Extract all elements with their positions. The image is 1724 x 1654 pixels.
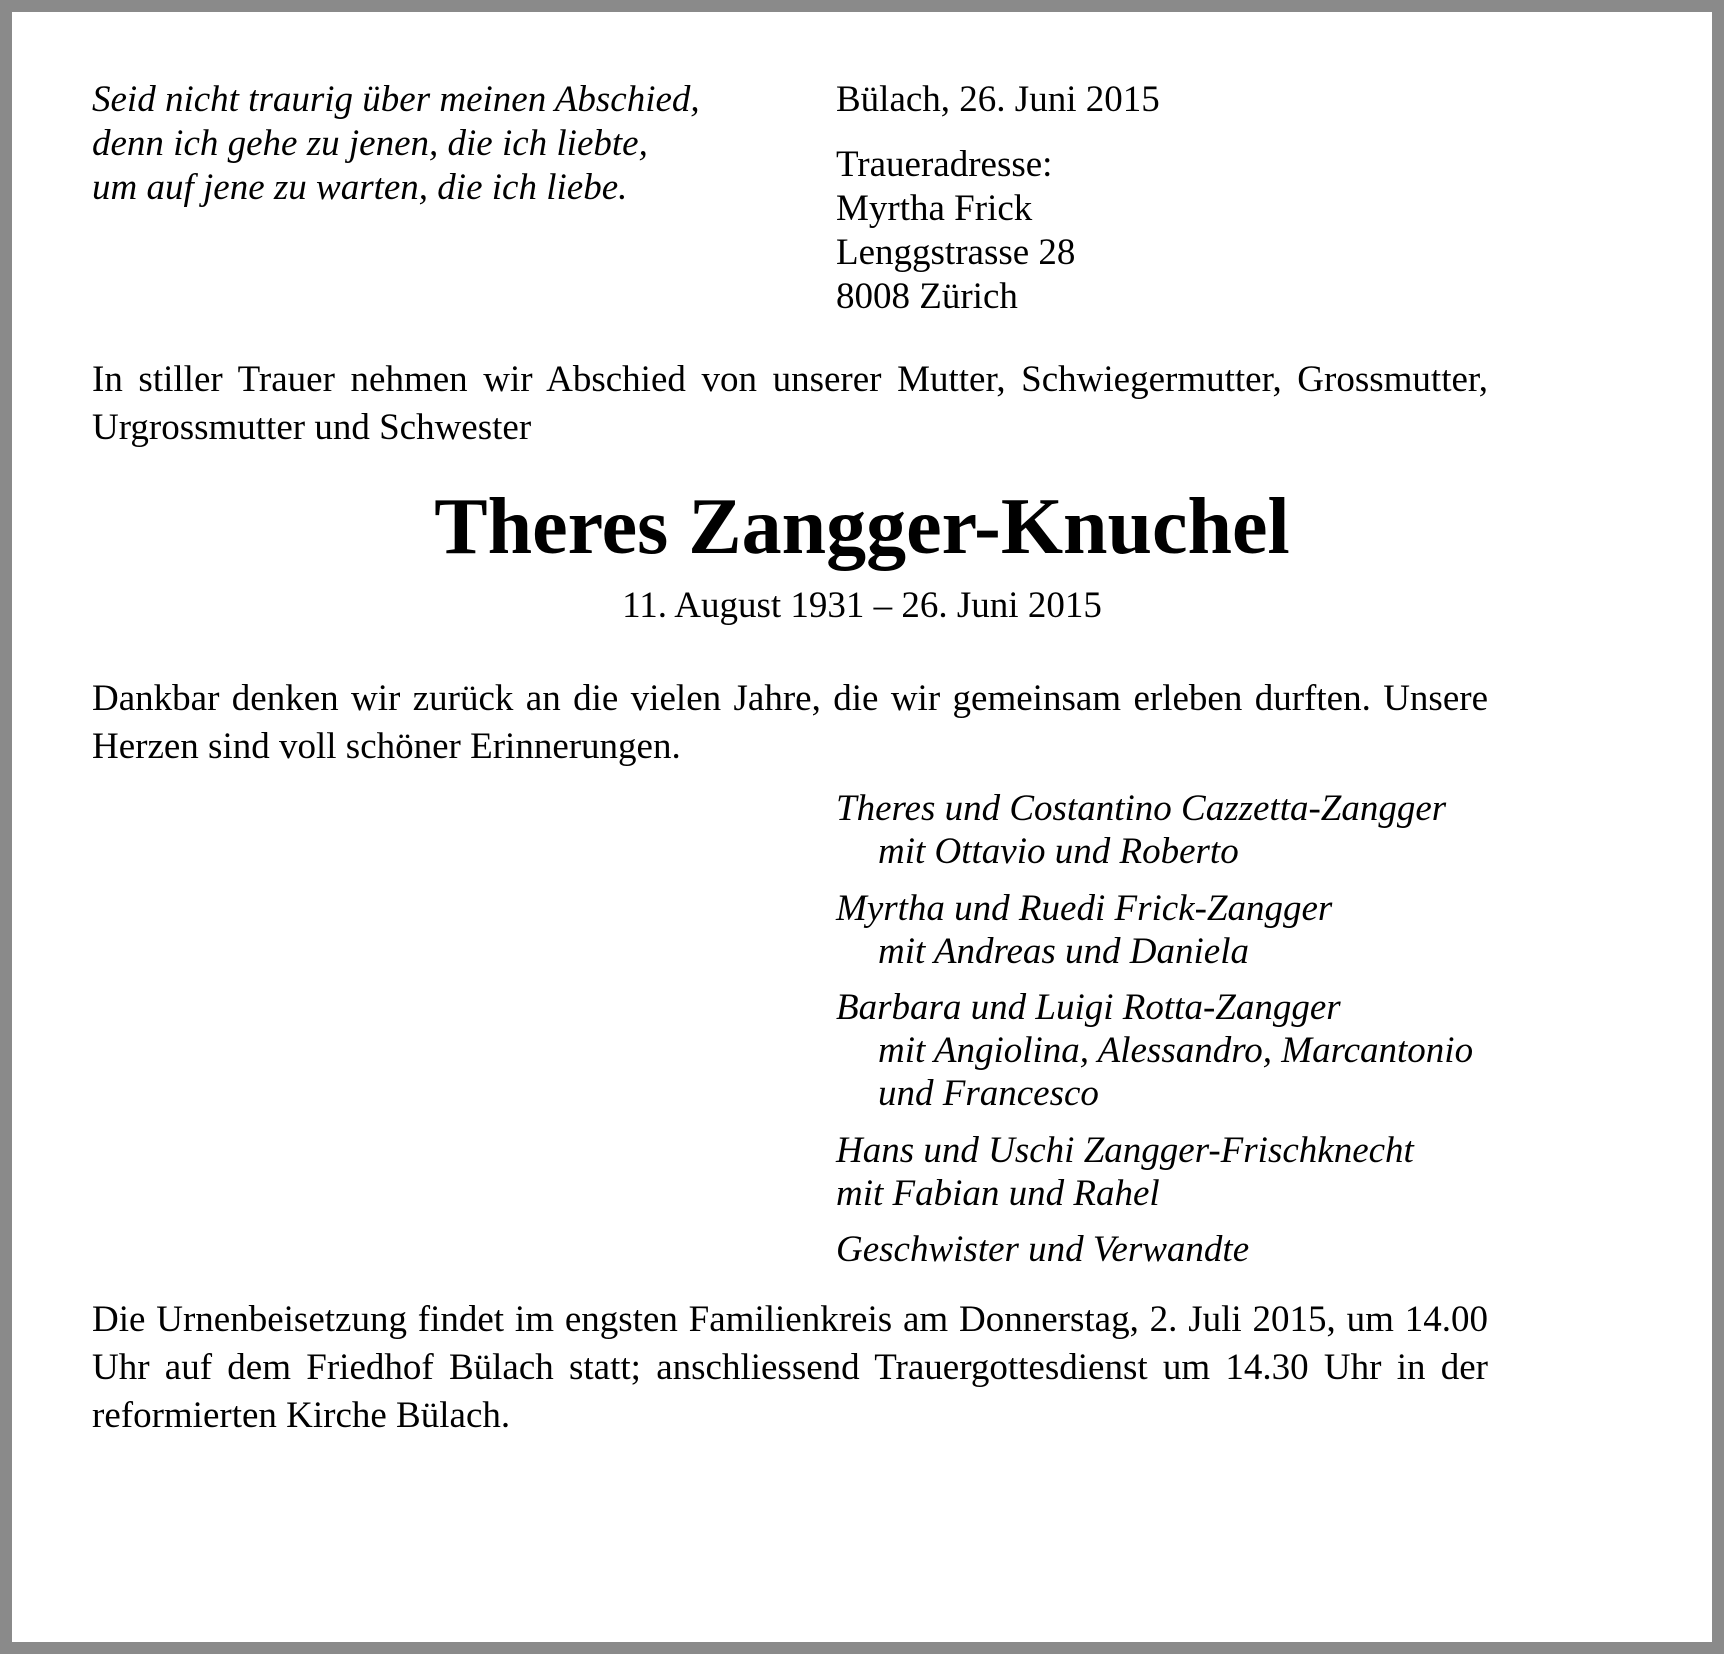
obituary-notice <box>12 12 1712 1642</box>
address-label: Traueradresse: <box>836 144 1053 185</box>
family-entry-line: Geschwister und Verwandte <box>836 1229 1250 1270</box>
family-entry-line: mit Ottavio und Roberto <box>878 831 1239 872</box>
motto-line-1: Seid nicht traurig über meinen Abschied, <box>92 79 700 120</box>
address-street: Lenggstrasse 28 <box>836 232 1076 273</box>
place-date: Bülach, 26. Juni 2015 <box>836 79 1160 120</box>
motto-line-2: denn ich gehe zu jenen, die ich liebte, <box>92 123 648 164</box>
address-city: 8008 Zürich <box>836 276 1018 317</box>
deceased-dates: 11. August 1931 – 26. Juni 2015 <box>622 585 1102 626</box>
family-entry-line: mit Andreas und Daniela <box>878 931 1250 972</box>
gratitude-text: Dankbar denken wir zurück an die vielen Jahre, die wir gemeinsam erleben durften. Unsere Herzen sind voll schöner Erinnerungen. <box>92 678 1488 767</box>
family-entry-line: und Francesco <box>878 1073 1099 1114</box>
family-entry-line: Myrtha und Ruedi Frick-Zangger <box>836 888 1333 929</box>
family-entry-line: Hans und Uschi Zangger-Frischknecht <box>836 1130 1414 1171</box>
deceased-name: Theres Zangger-Knuchel <box>434 483 1290 571</box>
family-entry-line: Theres und Costantino Cazzetta-Zangger <box>836 788 1447 829</box>
motto-line-3: um auf jene zu warten, die ich liebe. <box>92 167 628 208</box>
family-entry-line: mit Fabian und Rahel <box>836 1173 1160 1214</box>
family-entry-line: Barbara und Luigi Rotta-Zangger <box>836 987 1341 1028</box>
address-name: Myrtha Frick <box>836 188 1033 229</box>
ceremony-text: Die Urnenbeisetzung findet im engsten Familienkreis am Donnerstag, 2. Juli 2015, um 14.00 Uhr auf dem Friedhof Bülach statt; anschliessend Trauergottesdienst um 14.30 Uhr in der reformierten Kirche Bülach. <box>92 1299 1488 1436</box>
intro-text: In stiller Trauer nehmen wir Abschied von unserer Mutter, Schwiegermutter, Grossmutter, Urgrossmutter und Schwester <box>92 359 1488 448</box>
family-entry-line: mit Angiolina, Alessandro, Marcantonio <box>878 1030 1474 1071</box>
